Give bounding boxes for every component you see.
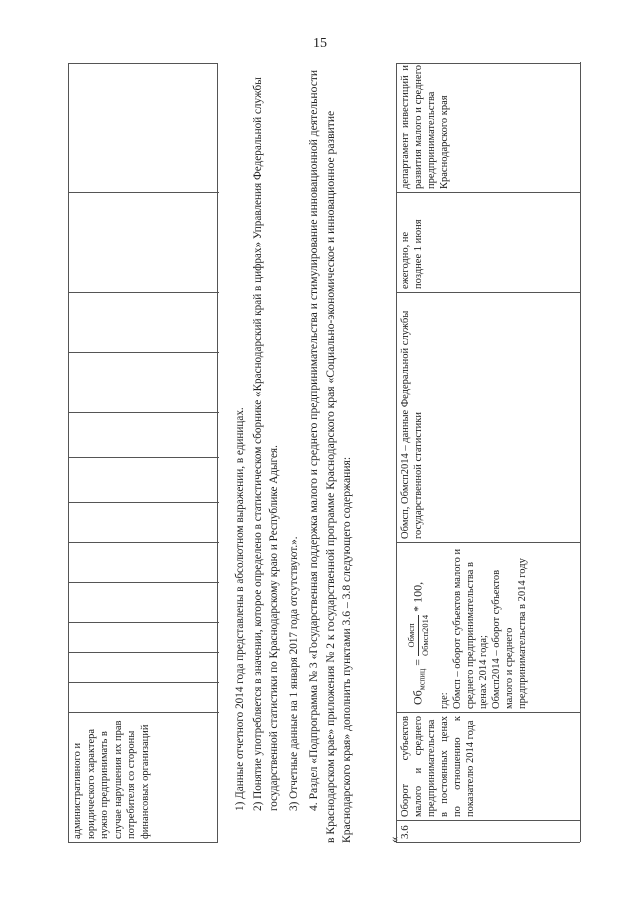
formula-tail: * 100,: [410, 581, 425, 612]
formula: $Об_{мспиц}$ = Обмсп Обмсп2014 * 100,: [406, 581, 430, 705]
quote-mark: «: [386, 836, 401, 843]
indicator-name: Оборот субъектов малого и среднего предпринимательства в постоянных ценах по отношению к показателю 2014 года: [397, 712, 581, 820]
top-table-cell: [69, 352, 219, 412]
top-table-cell: [69, 622, 219, 652]
reporting-period: ежегодно, не позднее 1 июня: [397, 192, 581, 292]
responsible-body: департамент инвестиций и развития малого и среднего предпринимательства Краснодарского края: [397, 62, 581, 192]
top-table-cell: [69, 682, 219, 712]
top-table-cell: [69, 582, 219, 622]
where-label: где:: [439, 692, 450, 709]
top-table-cell: [69, 652, 219, 682]
top-table-first-cell: административного и юридического характера нужно предпринимать в случае нарушения их прав потребителя со стороны финансовых организаций: [69, 712, 219, 842]
top-table-cell: [69, 192, 219, 292]
definition-2: Обмсп2014 – оборот субъектов малого и среднего предпринимательства в 2014 году: [491, 558, 528, 709]
footnote-2-text: 2) Понятие употребляется в значении, которое определено в статистическом сборнике «Краснодарский край в цифрах» Управления Федеральной службы государственной статистики по Краснодарскому краю и Республике Адыгея.: [252, 77, 280, 811]
formula-denominator: Обмсп2014: [420, 614, 430, 656]
footnote-2: [250, 71, 282, 811]
definition-1: Обмсп – оборот субъектов малого и среднего предпринимательства в ценах 2014 года;: [452, 548, 489, 709]
row-number: 3.6: [397, 820, 581, 842]
top-table-cell: [69, 62, 219, 192]
rotated-content: [60, 63, 580, 843]
paragraph-4: [306, 63, 356, 843]
top-table-cell: [69, 542, 219, 582]
top-table-cell: [69, 292, 219, 352]
top-table: [68, 63, 218, 843]
formula-numerator: Обмсп: [405, 615, 419, 656]
data-source: Обмсп, Обмсп2014 – данные Федеральной службы государственной статистики: [397, 292, 581, 542]
top-table-cell: [69, 502, 219, 542]
formula-fraction: [405, 615, 432, 656]
paragraph-4-text: 4. Раздел «Подпрограмма № 3 «Государственная поддержка малого и среднего предпринимательства и стимулирование инновационной деятельности в Краснодарском крае» приложения № 2 к государственной программе Краснодарского края «Социально-экономическое и инновационное развитие Краснодарского края» дополнить пунктами 3.6 – 3.8 следующего содержания:: [307, 69, 353, 843]
footnote-3: 3) Отчетные данные на 1 января 2017 года отсутствуют.».: [288, 536, 300, 811]
footnote-1: 1) Данные отчетного 2014 года представлены в абсолютном выражении, в единицах.: [234, 407, 246, 811]
formula-cell: [397, 542, 581, 712]
row-3-6-table: [396, 63, 580, 843]
page-number: 15: [313, 36, 327, 51]
formula-lhs: Об: [410, 690, 425, 705]
top-table-cell: [69, 412, 219, 457]
top-table-cell: [69, 457, 219, 502]
formula-sub: мспиц: [417, 668, 427, 691]
